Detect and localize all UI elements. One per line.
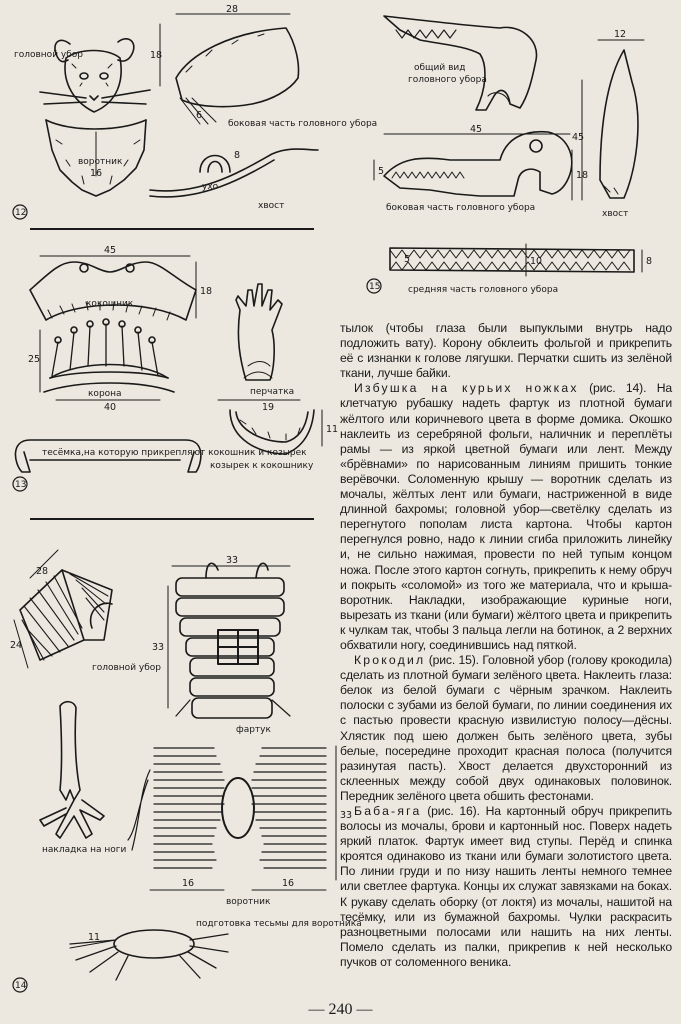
- roof-headdress-drawing: [14, 550, 112, 668]
- fig13-glove-label: перчатка: [250, 387, 295, 397]
- side-part-drawing: [160, 14, 299, 124]
- fig14-dim-collar-h: 33: [340, 810, 353, 821]
- fig15-general-view-label-1: общий вид: [414, 63, 466, 73]
- fig15-middle-part-label: средняя часть головного убора: [408, 285, 559, 295]
- glove-drawing: [236, 284, 282, 380]
- crown-drawing: [40, 319, 174, 400]
- heading-izbushka: Избушка на курьих ножках: [354, 381, 579, 396]
- fig12-side-part-label: боковая часть головного убора: [228, 119, 378, 129]
- paragraph-baba-yaga: [340, 804, 672, 970]
- figure-15: [367, 16, 644, 293]
- fig15-dim-tail-h: 45: [572, 132, 585, 143]
- fig15-dim-mid-h1: 5: [404, 254, 411, 265]
- fig14-number: 14: [15, 981, 27, 991]
- baba-yaga-body: (рис. 16). На картонный обруч прикрепить волосы из мочалы, брови и картонный нос. Поверх надеть яркий платок. Фартук имеет вид ступы. Перёд и спинка кроятся одинаково из ткани или бумаги золотистого цвета. По линии груди и по низу нашить ленты немного темнее или светлее фартука. Концы их служат завязками на боках. К рукаву сделать оборку (от локтя) из мочалы, нашитой на тесёмку, или из бумажной бахромы. Чулки раскрасить разноцветными полосами или нашить на них ленты. Помело сделать из палки, прикрепив к ней несколько пучков от соломенного веника.: [340, 804, 672, 969]
- fig15-dim-side-h: 5: [378, 166, 385, 177]
- fig12-tail-label: хвост: [258, 201, 285, 211]
- krokodil-body: (рис. 15). Головной убор (голову крокодила) сделать из плотной бумаги зелёного цвета. Наклеить глаза: белок из белой бумаги с чёрным зрачком. Наклеить полоски с зубами из белой бумаги, по линии соединения их с пастью провести красную извилистую полосу—дёсны. Хлястик под шею должен быть зелёного цвета, зубы белые, посередине проходит красная полоса (получится разинутая пасть). Хвост делается двухсторонний из склеенных между собой двух одинаковых половинок. Передник зелёного цвета обшить фестонами.: [340, 653, 672, 803]
- fig15-dim-mid-h3: 8: [646, 256, 653, 267]
- fig15-tail-label: хвост: [602, 209, 629, 219]
- fig15-side-part-label: боковая часть головного убора: [386, 203, 536, 213]
- kokoshnik-drawing: [30, 262, 196, 320]
- separator-rule-2: [30, 518, 314, 520]
- fig13-ribbon-label: тесёмка,на которую прикрепляют кокошник и козырек: [42, 448, 307, 458]
- fig13-number: 13: [15, 480, 27, 490]
- fig12-collar-label: воротник: [78, 157, 123, 167]
- fig14-dim-roof2: 24: [10, 640, 23, 651]
- fig15-dim-tail-w: 12: [614, 29, 627, 40]
- fig15-general-view-label-2: головного убора: [408, 75, 487, 85]
- leg-cover-drawing: [40, 702, 104, 838]
- ear-drawing: [200, 156, 230, 173]
- fig13-dim-crown-h: 25: [28, 354, 41, 365]
- croc-side-part-drawing: [384, 132, 572, 196]
- fig13-kokoshnik-label: кокошник: [86, 299, 134, 309]
- fig15-dim-mid-h2: 10: [530, 256, 543, 267]
- fig13-dim-crown-w: 40: [104, 402, 117, 413]
- fig14-leg-cover-label: накладка на ноги: [42, 845, 127, 855]
- fig14-collar-label: воротник: [226, 897, 271, 907]
- fig13-dim-kokoshnik-w: 45: [104, 245, 117, 256]
- fig14-dim-ribbon: 11: [88, 932, 101, 943]
- heading-krokodil: Крокодил: [354, 653, 426, 668]
- fig13-visor-label: козырек к кокошнику: [210, 461, 314, 471]
- fig15-dim-side-v: 18: [576, 170, 589, 181]
- fig12-ear-label: ухо: [202, 182, 219, 192]
- paragraph-izbushka: [340, 381, 672, 653]
- fig15-number: 15: [369, 282, 381, 292]
- fig12-dim-height: 18: [150, 50, 163, 61]
- fig13-dim-kokoshnik-h: 18: [200, 286, 213, 297]
- fig12-dim-collar: 16: [90, 168, 103, 179]
- fig12-headdress-label: головной убор: [14, 50, 83, 60]
- fig14-apron-label: фартук: [236, 725, 271, 735]
- fig12-dim-width: 28: [226, 4, 239, 15]
- fig14-dim-collar-w1: 16: [182, 878, 195, 889]
- apron-drawing: [168, 563, 290, 718]
- fig14-headdress-label: головной убор: [92, 663, 161, 673]
- fig14-collar-ribbon-label: подготовка тесьмы для воротника: [196, 919, 362, 929]
- collar-drawing-14: [128, 746, 336, 890]
- croc-tail-drawing: [600, 50, 638, 198]
- separator-rule-1: [30, 228, 314, 230]
- fig12-dim-ear: 8: [234, 150, 241, 161]
- paragraph-krokodil: [340, 653, 672, 804]
- izbushka-body: (рис. 14). На клетчатую рубашку надеть фартук из плотной бумаги жёлтого или коричневого цвета в форме домика. Окошко наклеить из серебряной фольги, наличник и переплёты рамы — из яркой цветной бумаги или лент. Между «брёвнами» по нарисованным линиям пришить тонкие верёвочки. Соломенную крышу — воротник сделать из мочалы, жёлтых лент или бумаги, настриженной в виде длинной бахромы; головной убор—светёлку сделать из перегнутого пополам листа картона. Чтобы картон перегнулся ровно, надо к линии сгиба приложить линейку и, не сильно нажимая, провести по ней тупым концом ножа. После этого картон согнуть, прикрепить к нему обруч и покрыть «соломой» из того же материала, что и крыша-воротник. Накладки, изображающие куриные ноги, вырезать из ткани (или бумаги) жёлтого цвета и прикрепить к чулкам так, чтобы 3 пальца легли на ботинок, а 2 верхних обхватили ногу, соединившись над пяткой.: [340, 381, 673, 652]
- fig14-dim-collar-w2: 16: [282, 878, 295, 889]
- fig14-dim-apron-h: 33: [152, 642, 165, 653]
- fig12-number: 12: [15, 208, 27, 218]
- fig14-dim-apron-w: 33: [226, 555, 239, 566]
- article-text: [340, 321, 672, 970]
- fig13-crown-label: корона: [88, 389, 122, 399]
- page-number: — 240 —: [308, 1001, 373, 1018]
- fig13-dim-visor-h: 11: [326, 424, 339, 435]
- fig14-dim-roof1: 28: [36, 566, 49, 577]
- figure-12: [13, 14, 318, 219]
- fig12-dim-side: 6: [196, 110, 203, 121]
- fig13-dim-visor-w: 19: [262, 402, 275, 413]
- fig15-dim-width: 45: [470, 124, 483, 135]
- heading-baba-yaga: Баба-яга: [354, 804, 422, 818]
- paragraph-frog-end: тылок (чтобы глаза были выпуклыми внутрь надо подложить вату). Корону обклеить фольгой и прикрепить её с изнанки к голове лягушки. Перчатки сшить из зелёной ткани, лучше байки.: [340, 321, 672, 381]
